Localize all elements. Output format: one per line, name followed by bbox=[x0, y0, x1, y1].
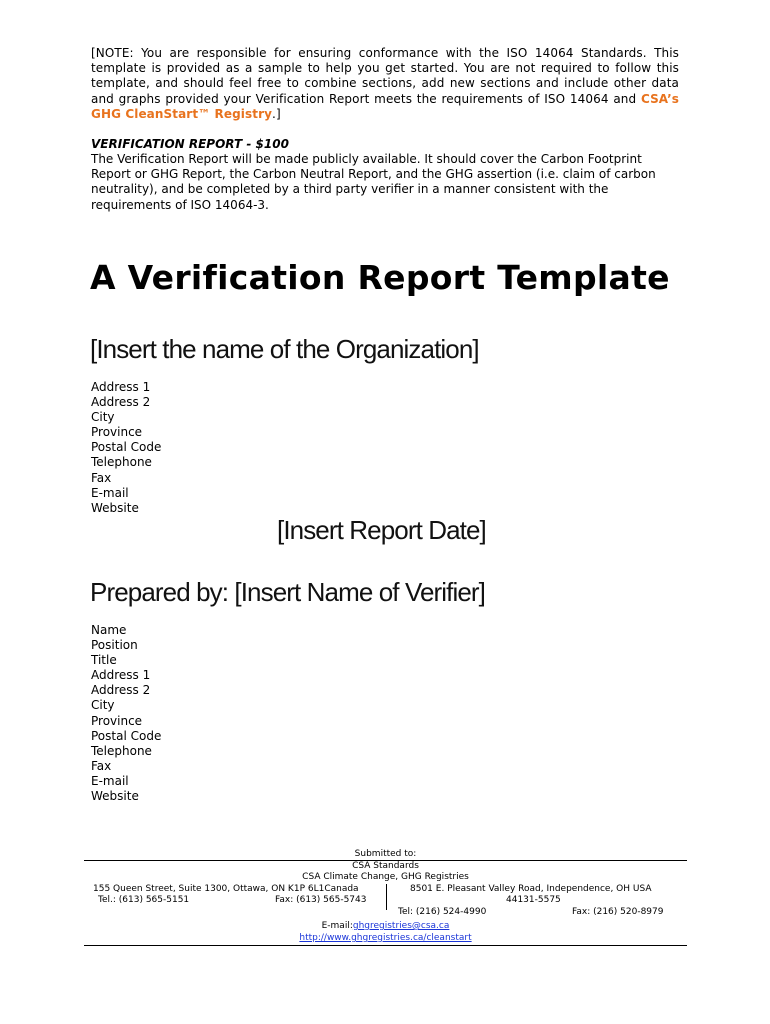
verifier-field-address-1: Address 1 bbox=[91, 668, 151, 683]
footer-ohio-fax: Fax: (216) 520-8979 bbox=[572, 907, 664, 917]
org-field-postal-code: Postal Code bbox=[91, 440, 162, 455]
org-field-fax: Fax bbox=[91, 470, 112, 485]
verifier-field-city: City bbox=[91, 698, 115, 713]
footer-ohio-tel: Tel: (216) 524-4990 bbox=[398, 907, 487, 917]
note-closing: .] bbox=[272, 106, 281, 121]
verifier-contact-fields bbox=[91, 623, 161, 804]
verifier-field-fax: Fax bbox=[91, 758, 112, 773]
report-date-placeholder: [Insert Report Date] bbox=[277, 515, 486, 545]
org-field-email: E-mail bbox=[91, 485, 129, 500]
verifier-field-email: E-mail bbox=[91, 773, 129, 788]
org-field-telephone: Telephone bbox=[91, 455, 152, 470]
instruction-note bbox=[91, 46, 679, 122]
verifier-field-position: Position bbox=[91, 638, 138, 653]
footer-website-line bbox=[84, 933, 687, 944]
submitted-to-label: Submitted to: bbox=[354, 849, 417, 859]
org-field-address-1: Address 1 bbox=[91, 380, 151, 394]
note-text: [NOTE: You are responsible for ensuring conformance with the ISO 14064 Standards. This template is provided as a sample to help you get started. You are not required to follow this template, and should feel free to combine sections, add new sections and include other data and graphs provided your Verification Report meets the requirements of ISO 14064 and bbox=[91, 46, 679, 106]
footer-email-line bbox=[84, 921, 687, 932]
footer-column-divider bbox=[386, 884, 387, 910]
org-field-website: Website bbox=[91, 500, 139, 515]
footer-website-link[interactable]: http://www.ghgregistries.ca/cleanstart bbox=[299, 933, 472, 943]
verifier-field-postal-code: Postal Code bbox=[91, 728, 162, 743]
footer-ottawa-address: 155 Queen Street, Suite 1300, Ottawa, ON K1P 6L1Canada bbox=[93, 884, 359, 894]
footer-org-csa-standards: CSA Standards bbox=[352, 861, 419, 871]
verifier-field-telephone: Telephone bbox=[91, 743, 152, 758]
footer-ohio-address: 8501 E. Pleasant Valley Road, Independence, OH USA bbox=[410, 884, 652, 894]
verifier-field-website: Website bbox=[91, 789, 139, 804]
org-field-address-2: Address 2 bbox=[91, 395, 151, 410]
organization-contact-fields bbox=[91, 380, 161, 516]
verification-description: The Verification Report will be made publicly available. It should cover the Carbon Footprint Report or GHG Report, the Carbon Neutral Report, and the GHG assertion (i.e. claim of carbon neutrality), and be completed by a third party verifier in a manner consistent with the requirements of ISO 14064-3. bbox=[91, 152, 656, 212]
footer-email-label: E-mail: bbox=[321, 921, 353, 931]
footer-ottawa-tel: Tel.: (613) 565-5151 bbox=[98, 895, 190, 905]
verifier-field-address-2: Address 2 bbox=[91, 683, 151, 698]
footer-bottom-rule bbox=[84, 945, 687, 946]
footer-org-ghg-registries: CSA Climate Change, GHG Registries bbox=[302, 872, 469, 882]
footer-ottawa-fax: Fax: (613) 565-5743 bbox=[275, 895, 367, 905]
footer-email-link[interactable]: ghgregistries@csa.ca bbox=[352, 921, 450, 931]
verifier-field-title: Title bbox=[91, 653, 117, 668]
document-title: A Verification Report Template bbox=[90, 258, 670, 297]
registry-name: CSA’s GHG CleanStart™ Registry bbox=[91, 91, 679, 121]
verification-fee-heading: VERIFICATION REPORT - $100 bbox=[91, 137, 289, 151]
prepared-by-heading: Prepared by: [Insert Name of Verifier] bbox=[90, 577, 485, 607]
verifier-field-province: Province bbox=[91, 713, 143, 728]
org-field-province: Province bbox=[91, 425, 143, 440]
footer-ohio-zip: 44131-5575 bbox=[506, 895, 561, 905]
organization-name-placeholder: [Insert the name of the Organization] bbox=[90, 334, 479, 364]
org-field-city: City bbox=[91, 410, 115, 425]
verifier-field-name: Name bbox=[91, 623, 127, 637]
submission-footer bbox=[84, 849, 687, 949]
